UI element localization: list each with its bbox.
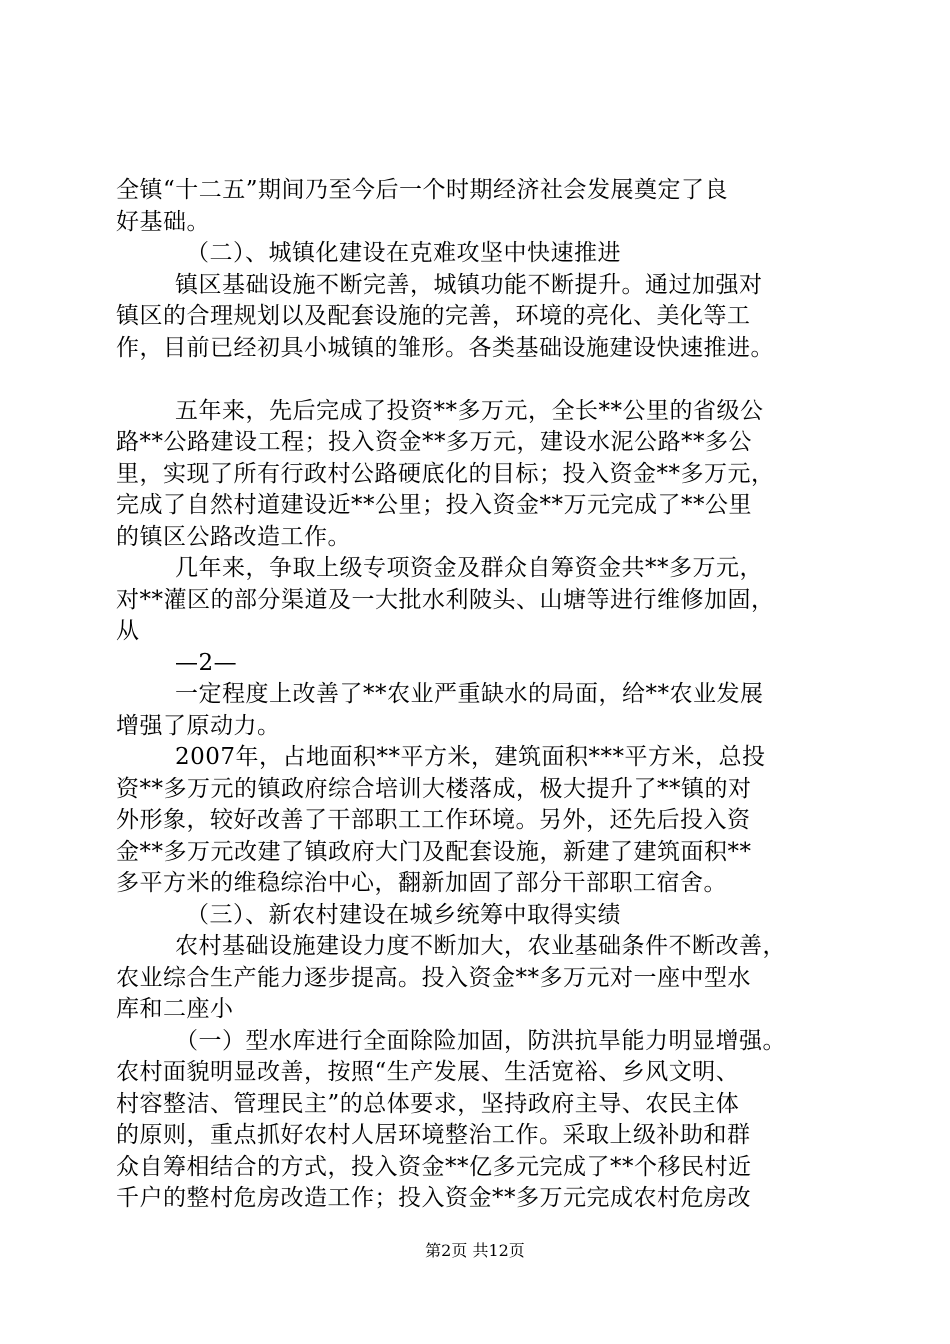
- text-line: 镇区基础设施不断完善，城镇功能不断提升。通过加强对: [175, 271, 763, 298]
- text-line: 几年来，争取上级专项资金及群众自筹资金共**多万元，: [175, 555, 763, 581]
- text-line: 里，实现了所有行政村公路硬底化的目标；投入资金**多万元，: [116, 460, 775, 487]
- text-line: （一）型水库进行全面除险加固，防洪抗旱能力明显增强。: [175, 1027, 786, 1054]
- text-line: 2007年，占地面积**平方米，建筑面积***平方米，总投: [175, 744, 766, 770]
- text-line: 路**公路建设工程；投入资金**多万元，建设水泥公路**多公: [116, 429, 752, 455]
- text-line: 完成了自然村道建设近**公里；投入资金**万元完成了**公里: [116, 492, 752, 518]
- text-line: 外形象，较好改善了干部职工工作环境。另外，还先后投入资: [116, 807, 751, 833]
- text-line: [116, 364, 840, 396]
- text-line: —2—: [175, 649, 238, 676]
- text-line: 增强了原动力。: [116, 712, 281, 739]
- text-line: 农村基础设施建设力度不断加大，农业基础条件不断改善，: [175, 933, 786, 959]
- text-line: 金**多万元改建了镇政府大门及配套设施，新建了建筑面积**: [116, 838, 752, 865]
- text-line: 多平方米的维稳综治中心，翻新加固了部分干部职工宿舍。: [116, 870, 727, 896]
- text-line: 对**灌区的部分渠道及一大批水利陂头、山塘等进行维修加固，: [116, 586, 775, 613]
- section-heading: （二）、城镇化建设在克难攻坚中快速推进: [186, 240, 621, 266]
- text-line: 好基础。: [116, 208, 210, 235]
- section-heading: （三）、新农村建设在城乡统筹中取得实绩: [186, 901, 621, 928]
- text-line: 资**多万元的镇政府综合培训大楼落成，极大提升了**镇的对: [116, 775, 752, 802]
- text-line: 农业综合生产能力逐步提高。投入资金**多万元对一座中型水: [116, 964, 751, 991]
- text-line: 村容整洁、管理民主”的总体要求，坚持政府主导、农民主体: [116, 1090, 740, 1117]
- text-line: 作，目前已经初具小城镇的雏形。各类基础设施建设快速推进。: [116, 334, 774, 361]
- text-line: 五年来，先后完成了投资**多万元，全长**公里的省级公: [175, 397, 764, 424]
- page-number: 第2页 共12页: [425, 1241, 525, 1260]
- text-line: 库和二座小: [116, 996, 234, 1022]
- text-line: 从: [116, 618, 140, 644]
- text-line: 镇区的合理规划以及配套设施的完善，环境的亮化、美化等工: [116, 303, 751, 329]
- text-line: 一定程度上改善了**农业严重缺水的局面，给**农业发展: [175, 681, 764, 707]
- text-line: 的镇区公路改造工作。: [116, 523, 351, 550]
- page-footer: [0, 1241, 950, 1261]
- text-line: 农村面貌明显改善，按照“生产发展、生活宽裕、乡风文明、: [116, 1059, 740, 1085]
- document-body: [116, 175, 840, 1215]
- text-line: 的原则，重点抓好农村人居环境整治工作。采取上级补助和群: [116, 1122, 751, 1148]
- text-line: 千户的整村危房改造工作；投入资金**多万元完成农村危房改: [116, 1185, 751, 1211]
- text-line: 众自筹相结合的方式，投入资金**亿多元完成了**个移民村近: [116, 1153, 752, 1180]
- text-line: 全镇“十二五”期间乃至今后一个时期经济社会发展奠定了良: [116, 177, 729, 203]
